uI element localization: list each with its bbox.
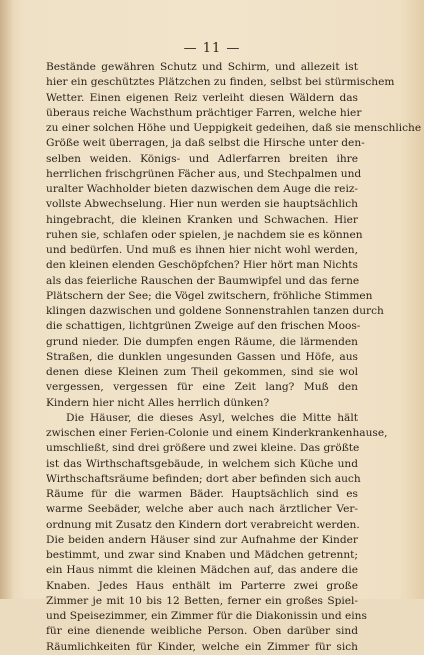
text-line: Die beiden andern Häuser sind zur Aufnahme der Kinder xyxy=(46,533,358,546)
text-line: den kleinen elenden Geschöpfchen? Hier hört man Nichts xyxy=(46,259,358,272)
text-line: überaus reiche Wachsthum prächtiger Farren, welche hier xyxy=(46,106,362,119)
text-line: Knaben. Jedes Haus enthält im Parterre zwei große xyxy=(46,579,358,592)
text-line: ein Haus nimmt die kleinen Mädchen auf, das andere die xyxy=(46,564,358,577)
text-line: und Speisezimmer, ein Zimmer für die Diakonissin und eins xyxy=(46,610,367,622)
text-line: die schattigen, lichtgrünen Zweige auf den frischen Moos- xyxy=(46,320,361,333)
text-line: uralter Wachholder bieten dazwischen dem Auge die reiz- xyxy=(46,183,358,195)
text-line: für eine dienende weibliche Person. Oben darüber sind xyxy=(46,625,358,638)
text-line: zwischen einer Ferien-Colonie und einem Kinderkrankenhause, xyxy=(46,427,388,439)
text-line: und bedürfen. Und muß es ihnen hier nicht wohl werden, xyxy=(46,244,358,256)
text-line: Bestände gewähren Schutz und Schirm, und allezeit ist xyxy=(46,61,358,73)
text-line: warme Seebäder, welche aber auch nach ärztlicher Ver- xyxy=(46,503,358,516)
text-line: Straßen, die dunklen ungesunden Gassen und Höfe, aus xyxy=(46,350,358,363)
text-line: hier ein geschütztes Plätzchen zu finden, selbst bei stürmischem xyxy=(46,76,395,89)
text-line: Räume für die warmen Bäder. Hauptsächlich sind es xyxy=(46,488,358,500)
body-text xyxy=(46,60,422,655)
text-line: Wetter. Einen eigenen Reiz verleiht diesen Wäldern das xyxy=(46,91,358,104)
text-line: bestimmt, und zwar sind Knaben und Mädchen getrennt; xyxy=(46,549,358,561)
text-line: ruhen sie, schlafen oder spielen, je nachdem sie es können xyxy=(46,228,363,241)
text-line: denen diese Kleinen zum Theil gekommen, sind sie wol xyxy=(46,366,358,378)
text-line: als das feierliche Rauschen der Baumwipfel und das ferne xyxy=(46,274,360,287)
text-line: Kindern hier nicht Alles herrlich dünken? xyxy=(46,396,270,409)
text-line: klingen dazwischen und goldene Sonnenstrahlen tanzen durch xyxy=(46,305,384,317)
text-line: hingebracht, die kleinen Kranken und Schwachen. Hier xyxy=(46,213,358,226)
text-line: grund nieder. Die dumpfen engen Räume, die lärmenden xyxy=(46,335,358,348)
text-line: ordnung mit Zusatz den Kindern dort verabreicht werden. xyxy=(46,518,360,531)
text-line: Die Häuser, die dieses Asyl, welches die Mitte hält xyxy=(66,411,358,424)
text-line: herrlichen frischgrünen Fächer aus, und Stechpalmen und xyxy=(46,167,362,180)
page-number: — 11 — xyxy=(183,41,241,56)
text-line: Räumlichkeiten für Kinder, welche ein Zimmer für sich xyxy=(46,640,358,653)
text-line: zu einer solchen Höhe und Ueppigkeit gedeihen, daß sie menschliche xyxy=(46,122,422,134)
text-line: ist das Wirthschaftsgebäude, in welchem sich Küche und xyxy=(46,457,358,470)
text-line: Größe weit überragen, ja daß selbst die Hirsche unter den- xyxy=(46,137,365,150)
text-line: vollste Abwechselung. Hier nun werden sie hauptsächlich xyxy=(46,198,358,211)
text-line: selben weiden. Königs- und Adlerfarren breiten ihre xyxy=(46,152,358,165)
paragraph xyxy=(46,411,388,655)
text-line: Plätschern der See; die Vögel zwitschern, fröhliche Stimmen xyxy=(46,289,373,302)
page-binding-shadow xyxy=(0,0,14,599)
text-line: umschließt, sind drei größere und zwei kleine. Das größte xyxy=(46,442,360,455)
text-line: vergessen, vergessen für eine Zeit lang? Muß den xyxy=(46,381,358,394)
paragraph xyxy=(46,60,422,411)
text-line: Wirthschaftsräume befinden; dort aber befinden sich auch xyxy=(46,472,361,485)
text-line: Zimmer je mit 10 bis 12 Betten, ferner ein großes Spiel- xyxy=(46,594,358,607)
